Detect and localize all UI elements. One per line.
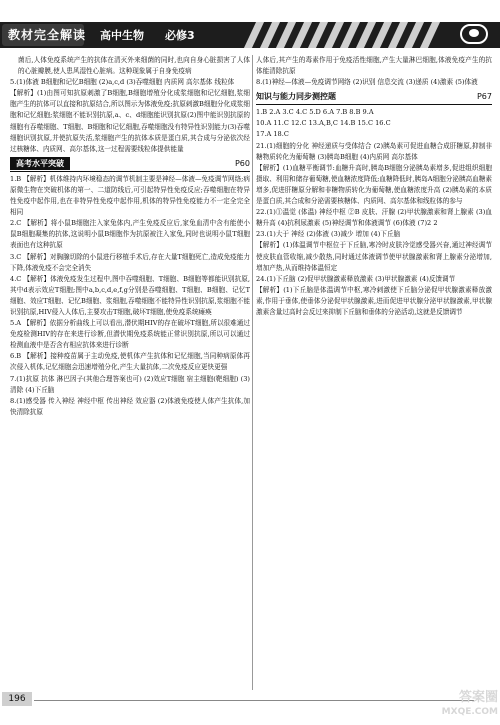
series-title: 教材完全解读 [8,28,87,42]
left-column [10,55,250,418]
page-header [0,0,500,50]
analysis-paragraph: 【解析】(1)血糖平衡调节:血糖升高时,胰岛B细胞分泌胰岛素增多,促进组织细胞摄取、利用和储存葡萄糖,使血糖浓度降低;血糖降低时,胰岛A细胞分泌胰高血糖素增多,促进肝糖原分解和非糖物质转化为葡萄糖,使血糖浓度升高 (2)胰岛素的本质是蛋白质,其合成和分泌需要核糖体、内质网、高尔基体和线粒体的参与 [256,163,492,206]
answer-item: 8.(1)感受器 传入神经 神经中枢 传出神经 效应器 (2)体液免疫使人体产生抗体,加快清除抗原 [10,396,250,416]
answer-item: 4.C 【解析】体液免疫发生过程中,图中吞噬细胞、T细胞、B细胞等都能识别抗原,其中d表示效应T细胞;图中a,b,c,d,e,f,g分别是吞噬细胞、T细胞、B细胞、记忆T细胞、效应T细胞、记忆B细胞、浆细胞,吞噬细胞不能特异性识别抗原,浆细胞不能识别抗原,HIV侵入人体后,主要攻击T细胞,破坏T细胞,使免疫系统瘫痪 [10,274,250,316]
watermark [420,690,498,722]
answer-item: 6.B 【解析】接种疫苗属于主动免疫,使机体产生抗体和记忆细胞,当同种病原体再次侵入机体,记忆细胞会迅速增殖分化,产生大量抗体,二次免疫反应更快更强 [10,352,250,372]
answer-row: 10.A 11.C 12.C 13.A,B,C 14.B 15.C 16.C [256,119,391,128]
right-column [256,55,492,318]
section-header [10,157,250,172]
answer-row: 17.A 18.C [256,130,289,139]
answer-row: 1.B 2.A 3.C 4.C 5.D 6.A 7.B 8.B 9.A [256,108,374,117]
column-divider [252,55,253,690]
section-title: 知识与能力同步测控题 [256,92,336,102]
page-number: 196 [2,692,32,706]
section-page-ref: P67 [476,92,492,102]
watermark-text: 答案圈 [458,690,498,705]
subject-label: 高中生物 [100,29,144,42]
analysis-paragraph: 【解析】(1)下丘脑是体温调节中枢,寒冷刺激使下丘脑分泌促甲状腺激素释放激素,作用于垂体,使垂体分泌促甲状腺激素,进而促进甲状腺分泌甲状腺激素,甲状腺激素含量过高时会反过来抑制下丘脑和垂体的分泌活动,这就是反馈调节 [256,285,492,316]
answer-item: 5.(1)体液 B细胞和记忆B细胞 (2)a,c,d (3)吞噬细胞 内质网 高尔基体 线粒体 [10,78,235,87]
answer-item: 23.(1)大于 神经 (2)体液 (3)减少 增加 (4)下丘脑 [256,230,401,239]
analysis-paragraph: 【解析】(1)体温调节中枢位于下丘脑,寒冷时皮肤冷觉感受器兴奋,通过神经调节使皮肤血管收缩,减少散热,同时通过体液调节使甲状腺激素和肾上腺素分泌增加,增加产热,从而维持体温恒定 [256,241,492,272]
answer-item: 7.(1)抗原 抗体 淋巴因子(其他合理答案也可) (2)效应T细胞 宿主细胞(靶细胞) (3)清除 (4)下丘脑 [10,374,250,394]
answer-item: 5.A 【解析】依据分析曲线上可以看出,潜伏期HIV的存在破坏T细胞,所以很难通过免疫检测HIV的存在来进行诊断,但潜伏期免疫系统能正常识别抗原,所以可以通过检测血液中是否含有相应抗体来进行诊断 [10,319,250,350]
paragraph: 人体后,其产生的毒素作用于免疫活性细胞,产生大量淋巴细胞,体液免疫产生的抗体能清除抗原 [256,56,492,76]
footer-rule [34,700,474,701]
answer-item: 21.(1)细胞的分化 神经递质与受体结合 (2)胰岛素可促进血糖合成肝糖原,抑制非糖物质转化为葡萄糖 (3)胰岛B细胞 (4)内质网 高尔基体 [256,141,492,161]
answer-item: 2.C 【解析】将小鼠B细胞注入家兔体内,产生免疫反应后,家兔血清中含有能使小鼠B细胞凝集的抗体,这说明小鼠B细胞作为抗原被注入家兔,同时也说明小鼠T细胞表面也有这种抗原 [10,219,250,250]
section-header [256,90,492,105]
book-label: 必修3 [165,29,195,42]
answer-item: 1.B 【解析】机体维持内环境稳态的调节机制主要是神经—体液—免疫调节网络;病原微生物在突破机体的第一、二道防线后,可引起特异性免疫反应;吞噬细胞在特异性免疫中起作用,也在非特异性免疫中起作用,机体的特异性免疫能力不一定全完全相同 [10,174,250,217]
answer-item: 22.(1)①温觉 (体温) 神经中枢 ②B 皮肤、汗腺 (2)甲状腺激素和肾上腺素 (3)血糖升高 (4)抗利尿激素 (5)神经调节和体液调节 (6)体液 (7)2 2 [256,208,492,228]
watermark-url: MXQE.COM [441,707,498,717]
paragraph: 菌后,人体免疫系统产生的抗体在清灭外来细菌的同时,也向自身心脏损害了人体的心脏瓣膜,使人患风湿性心脏病。这种现象属于自身免疫病 [18,56,250,76]
answer-item: 3.C 【解析】对胸腺切除的小鼠进行移植手术后,存在大量T细胞死亡,造成免疫能力下降,体液免疫不会完全消失 [10,252,250,272]
section-title: 高考水平突破 [10,157,70,170]
answer-item: 8.(1)神经—体液—免疫调节网络 (2)识别 信息交流 (3)递质 (4)激素 (5)体液 [256,78,478,87]
answer-item: 24.(1)下丘脑 (2)促甲状腺激素释放激素 (3)甲状腺激素 (4)反馈调节 [256,274,456,283]
section-page-ref: P60 [234,158,250,168]
analysis-paragraph: 【解析】(1)由图可知抗原刺激了B细胞,B细胞增殖分化成浆细胞和记忆细胞,浆细胞产生的抗体可以直接和抗原结合,所以图示为体液免疫;抗原刺激B细胞分化成浆细胞和记忆细胞;浆细胞不能识别抗原,a、c、d细胞能识别抗原(2)图中能识别抗原的细胞有吞噬细胞、T细胞、B细胞和记忆细胞,吞噬细胞没有特异性识别能力(3)吞噬细胞识别抗原,并使抗原失活,浆细胞产生的抗体本质是蛋白质,其合成与分泌依次经过核糖体、内质网、高尔基体,这一过程需要线粒体提供能量 [10,89,250,153]
logo-icon [460,24,488,44]
